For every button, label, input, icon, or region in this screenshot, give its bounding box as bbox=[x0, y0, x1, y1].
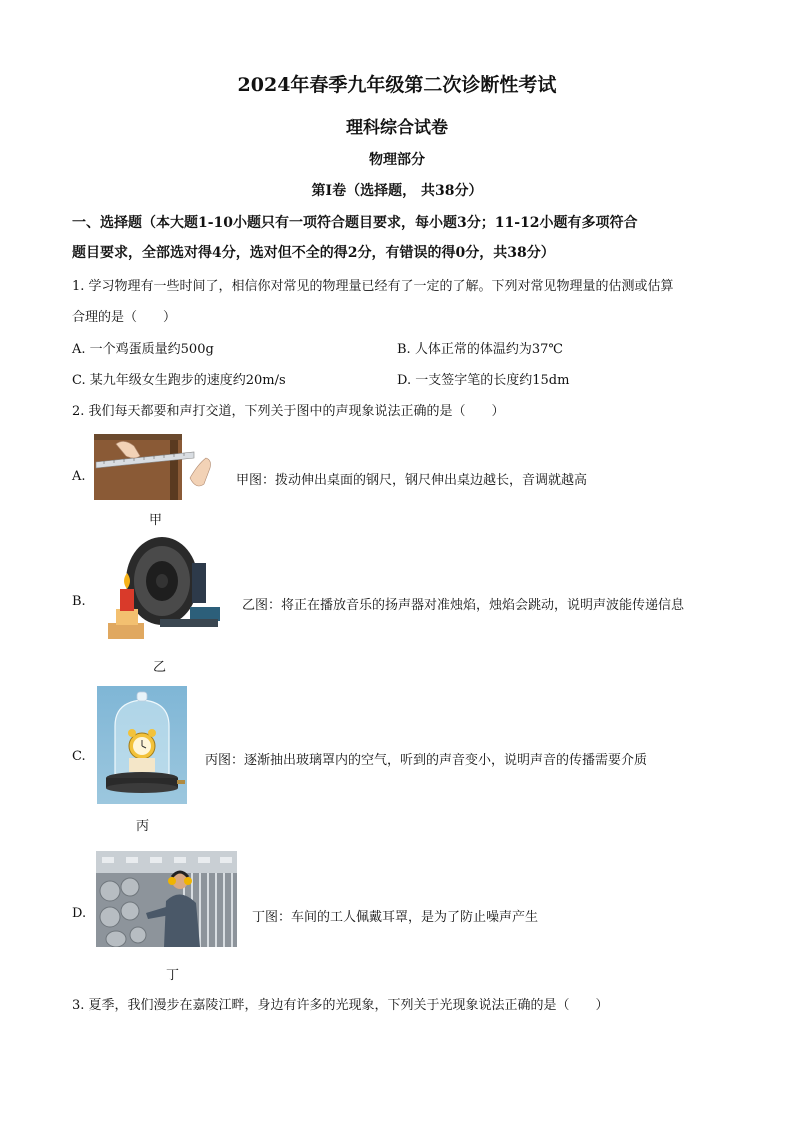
exam-subtitle: 理科综合试卷 bbox=[346, 118, 448, 138]
q1-option-c: C. 某九年级女生跑步的速度约20m/s bbox=[72, 373, 286, 388]
exam-title: 2024年春季九年级第二次诊断性考试 bbox=[237, 74, 557, 96]
volume-title: 第Ⅰ卷（选择题， 共38分） bbox=[311, 183, 483, 199]
q2-caption-a: 甲 bbox=[149, 513, 163, 528]
q2-option-a-text: 甲图：拨动伸出桌面的钢尺，钢尺伸出桌边越长，音调就越高 bbox=[236, 473, 588, 488]
q1-option-b: B. 人体正常的体温约为37℃ bbox=[397, 342, 563, 357]
q2-option-c-text: 丙图：逐渐抽出玻璃罩内的空气，听到的声音变小，说明声音的传播需要介质 bbox=[205, 753, 648, 768]
q2-option-c-letter: C. bbox=[72, 749, 86, 764]
section-instructions-line1: 一、选择题（本大题1-10小题只有一项符合题目要求，每小题3分；11-12小题有多项符合 bbox=[72, 215, 638, 231]
q2-stem: 2. 我们每天都要和声打交道，下列关于图中的声现象说法正确的是（ ） bbox=[72, 404, 505, 419]
q2-option-d-letter: D. bbox=[72, 906, 87, 921]
bell-jar-image bbox=[97, 686, 187, 804]
ruler-table-image bbox=[94, 434, 222, 502]
q1-stem-line1: 1. 学习物理有一些时间了，相信你对常见的物理量已经有了一定的了解。下列对常见物理量的估测或估算 bbox=[72, 279, 674, 294]
section-part: 物理部分 bbox=[369, 152, 425, 168]
factory-worker-image bbox=[96, 851, 237, 947]
speaker-candle-image bbox=[100, 535, 225, 645]
q2-option-b-letter: B. bbox=[72, 594, 86, 609]
q2-caption-c: 丙 bbox=[136, 819, 150, 834]
q2-option-d-text: 丁图：车间的工人佩戴耳罩，是为了防止噪声产生 bbox=[252, 910, 539, 925]
q2-caption-d: 丁 bbox=[166, 968, 180, 983]
q1-option-a: A. 一个鸡蛋质量约500g bbox=[72, 342, 214, 357]
q1-stem-line2: 合理的是（ ） bbox=[72, 310, 177, 325]
q2-caption-b: 乙 bbox=[153, 660, 167, 675]
section-instructions-line2: 题目要求，全部选对得4分，选对但不全的得2分，有错误的得0分，共38分） bbox=[72, 245, 555, 261]
q3-stem: 3. 夏季，我们漫步在嘉陵江畔，身边有许多的光现象，下列关于光现象说法正确的是（ ） bbox=[72, 998, 609, 1013]
q2-option-a-letter: A. bbox=[72, 469, 86, 484]
q1-option-d: D. 一支签字笔的长度约15dm bbox=[397, 373, 570, 388]
q2-option-b-text: 乙图：将正在播放音乐的扬声器对准烛焰，烛焰会跳动，说明声波能传递信息 bbox=[242, 598, 685, 613]
